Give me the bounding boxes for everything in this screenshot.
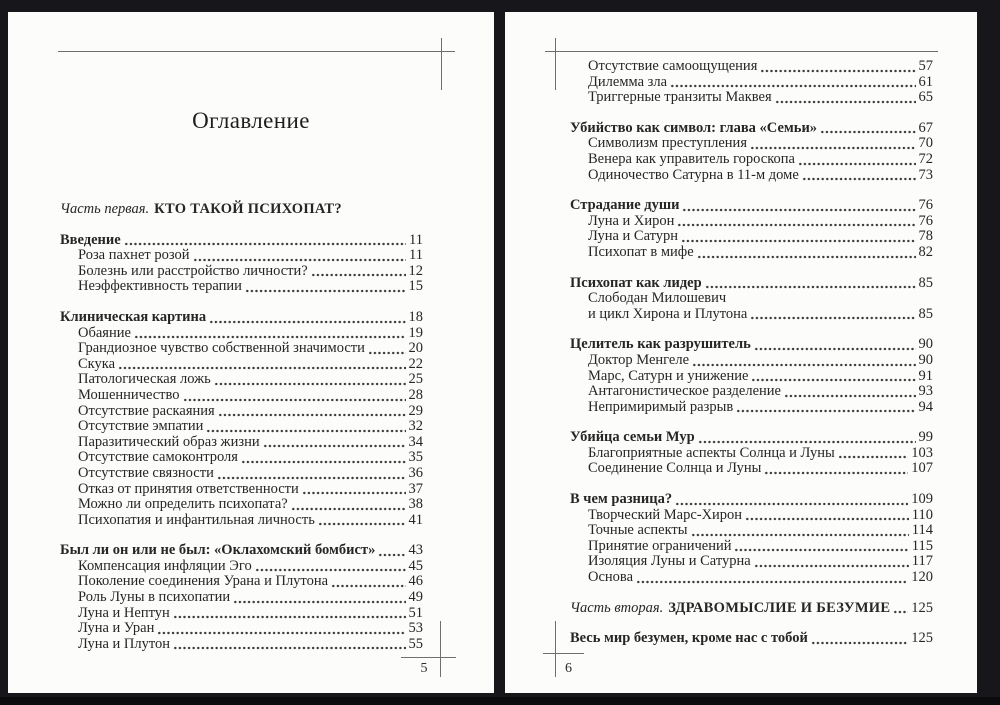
dot-leader (233, 600, 405, 604)
dot-leader (263, 444, 406, 448)
entry-page-number: 120 (911, 569, 933, 586)
toc-sub-entry (60, 404, 423, 420)
entry-title: Роза пахнет розой (78, 247, 190, 264)
trim-mark-top-horizontal (58, 51, 455, 52)
entry-title: Благоприятные аспекты Солнца и Луны (588, 444, 835, 461)
entry-page-number: 43 (408, 542, 423, 559)
entry-title: Страдание души (570, 197, 680, 214)
entry-title: Патологическая ложь (78, 371, 211, 388)
entry-title: Антагонистическое разделение (588, 383, 781, 400)
dot-leader (302, 491, 406, 495)
entry-page-number: 29 (408, 402, 423, 419)
toc-sub-entry (570, 446, 933, 462)
dot-leader (798, 162, 916, 166)
dot-leader (775, 100, 916, 104)
entry-title: Венера как управитель гороскопа (588, 150, 795, 167)
dot-leader (734, 548, 908, 552)
entry-page-number: 12 (408, 262, 423, 279)
entry-title: Неэффективность терапии (78, 278, 242, 295)
dot-leader (893, 610, 908, 614)
entry-title: Болезнь или расстройство личности? (78, 262, 308, 279)
dot-leader (754, 564, 909, 568)
toc-sub-entry (570, 307, 933, 323)
toc-sub-entry (60, 513, 423, 529)
toc-sub-entry (570, 384, 933, 400)
entry-page-number: 11 (409, 247, 423, 264)
toc-sub-entry (570, 554, 933, 570)
page-left (8, 12, 494, 693)
dot-leader (311, 273, 406, 277)
trim-mark-top-vertical (441, 38, 442, 90)
entry-page-number: 53 (408, 620, 423, 637)
dot-leader (820, 130, 915, 134)
trim-mark-top-horizontal (545, 51, 938, 52)
toc-sub-entry (570, 291, 933, 307)
toc-sub-entry (60, 450, 423, 466)
entry-page-number: 70 (918, 135, 933, 152)
entry-title: Обаяние (78, 324, 131, 341)
dot-leader (255, 568, 406, 572)
entry-title: Весь мир безумен, кроме нас с тобой (570, 630, 808, 647)
entry-title: Убийца семьи Мур (570, 429, 695, 446)
entry-title: Введение (60, 231, 121, 248)
entry-page-number: 85 (918, 274, 933, 291)
entry-page-number: 28 (408, 386, 423, 403)
entry-page-number: 15 (408, 278, 423, 295)
entry-page-number: 90 (918, 336, 933, 353)
dot-leader (331, 584, 405, 588)
entry-title: Соединение Солнца и Луны (588, 460, 762, 477)
entry-page-number: 36 (408, 464, 423, 481)
toc-sub-entry (570, 214, 933, 230)
toc-sub-entry (60, 264, 423, 280)
toc-sub-entry (60, 357, 423, 373)
entry-page-number: 34 (408, 433, 423, 450)
entry-page-number: 57 (918, 58, 933, 74)
entry-page-number: 37 (408, 480, 423, 497)
entry-title: Убийство как символ: глава «Семьи» (570, 119, 818, 136)
dot-leader (636, 580, 908, 584)
entry-title: Марс, Сатурн и унижение (588, 367, 749, 384)
entry-page-number: 114 (911, 522, 933, 539)
entry-page-number: 55 (408, 635, 423, 652)
toc-sub-entry (570, 523, 933, 539)
toc-section-entry (570, 276, 933, 292)
entry-title: В чем разница? (570, 491, 673, 508)
entry-title: Скука (78, 355, 116, 372)
dot-leader (736, 409, 915, 413)
entry-title: Непримиримый разрыв (588, 398, 734, 415)
entry-page-number: 20 (408, 340, 423, 357)
entry-title: Клиническая картина (60, 308, 207, 325)
part-heading (570, 601, 933, 617)
entry-title: Грандиозное чувство собственной значимости (78, 340, 365, 357)
dot-leader (681, 239, 915, 243)
part-heading (60, 202, 423, 218)
toc-sub-entry (60, 590, 423, 606)
entry-title: Основа (588, 569, 634, 586)
dot-leader (784, 394, 916, 398)
entry-title: Отсутствие самоконтроля (78, 449, 238, 466)
entry-page-number: 61 (918, 73, 933, 90)
dot-leader (291, 507, 406, 511)
entry-title: Можно ли определить психопата? (78, 496, 288, 513)
toc-section-entry (570, 492, 933, 508)
entry-page-number: 51 (408, 604, 423, 621)
toc-sub-entry (570, 508, 933, 524)
entry-title: Луна и Хирон (588, 212, 675, 229)
part-prefix: Часть первая. (60, 201, 150, 217)
toc-sub-entry (60, 248, 423, 264)
dot-leader (750, 146, 916, 150)
entry-title: Компенсация инфляции Эго (78, 557, 252, 574)
toc-sub-entry (60, 388, 423, 404)
toc-sub-entry (570, 75, 933, 91)
toc-sub-entry (570, 539, 933, 555)
entry-page-number: 32 (408, 418, 423, 435)
dot-leader (692, 363, 915, 367)
dot-leader (751, 378, 915, 382)
entry-page-number: 110 (911, 506, 933, 523)
entry-page-number: 11 (409, 231, 423, 248)
toc-sub-entry (570, 369, 933, 385)
entry-page-number: 72 (918, 150, 933, 167)
dot-leader (214, 382, 406, 386)
toc-sub-entry (60, 326, 423, 342)
entry-title: и цикл Хирона и Плутона (588, 305, 748, 322)
entry-page-number: 93 (918, 383, 933, 400)
toc-sub-entry (60, 574, 423, 590)
toc-section-entry (60, 310, 423, 326)
entry-page-number: 90 (918, 351, 933, 368)
entry-title: КТО ТАКОЙ ПСИХОПАТ? (154, 201, 342, 217)
dot-leader (750, 316, 915, 320)
trim-mark-top-vertical (555, 38, 556, 90)
entry-page-number: 78 (918, 228, 933, 245)
dot-leader (811, 641, 908, 645)
dot-leader (705, 285, 916, 289)
entry-title: Психопат как лидер (570, 274, 702, 291)
entry-page-number: 109 (911, 491, 933, 508)
toc-sub-entry (60, 482, 423, 498)
toc-sub-entry (60, 435, 423, 451)
entry-title: Слободан Милошевич (588, 290, 727, 307)
entry-title: Изоляция Луны и Сатурна (588, 553, 751, 570)
entry-page-number: 99 (918, 429, 933, 446)
dot-leader (124, 242, 406, 246)
entry-page-number: 103 (911, 444, 933, 461)
dot-leader (754, 347, 916, 351)
dot-leader (368, 351, 406, 355)
entry-title: Символизм преступления (588, 135, 747, 152)
toc-section-entry (60, 543, 423, 559)
page-right (505, 12, 977, 693)
dot-leader (675, 502, 908, 506)
entry-title: Отсутствие связности (78, 464, 214, 481)
toc-section-entry (60, 233, 423, 249)
toc-list-right (570, 59, 933, 647)
page-number-left: 5 (420, 661, 428, 676)
entry-page-number: 76 (918, 212, 933, 229)
entry-page-number: 117 (911, 553, 933, 570)
dot-leader (682, 208, 915, 212)
dot-leader (206, 429, 405, 433)
entry-page-number: 46 (408, 573, 423, 590)
dot-leader (209, 320, 405, 324)
dot-leader (118, 366, 405, 370)
toc-section-entry (570, 631, 933, 647)
toc-sub-entry (570, 400, 933, 416)
entry-page-number: 38 (408, 496, 423, 513)
toc-sub-entry (60, 419, 423, 435)
dot-leader (698, 440, 916, 444)
dot-leader (173, 646, 405, 650)
dot-leader (241, 460, 406, 464)
toc-title: Оглавление (192, 108, 310, 133)
entry-title: Психопатия и инфантильная личность (78, 511, 315, 528)
entry-page-number: 49 (408, 589, 423, 606)
toc-sub-entry (60, 372, 423, 388)
dot-leader (134, 335, 406, 339)
entry-page-number: 67 (918, 119, 933, 136)
dot-leader (760, 69, 915, 73)
entry-page-number: 19 (408, 324, 423, 341)
entry-title: Поколение соединения Урана и Плутона (78, 573, 329, 590)
dot-leader (183, 398, 406, 402)
entry-title: Доктор Менгеле (588, 351, 690, 368)
dot-leader (745, 517, 909, 521)
entry-title: Луна и Сатурн (588, 228, 679, 245)
entry-page-number: 76 (918, 197, 933, 214)
entry-page-number: 65 (918, 89, 933, 106)
dot-leader (691, 533, 909, 537)
page-number-right: 6 (565, 661, 572, 676)
entry-title: Луна и Плутон (78, 635, 171, 652)
entry-page-number: 41 (408, 511, 423, 528)
toc-list-left (60, 202, 423, 652)
entry-title: Луна и Уран (78, 620, 155, 637)
dot-leader (193, 258, 407, 262)
entry-title: Отсутствие самоощущения (588, 58, 758, 74)
toc-sub-entry (60, 497, 423, 513)
toc-sub-entry (570, 570, 933, 586)
entry-page-number: 115 (911, 537, 933, 554)
toc-sub-entry (570, 229, 933, 245)
entry-title: Принятие ограничений (588, 537, 732, 554)
toc-sub-entry (60, 341, 423, 357)
entry-title: Одиночество Сатурна в 11-м доме (588, 166, 799, 183)
dot-leader (802, 177, 916, 181)
toc-sub-entry (570, 353, 933, 369)
toc-sub-entry (570, 168, 933, 184)
toc-sub-entry (60, 606, 423, 622)
toc-sub-entry (570, 90, 933, 106)
toc-section-entry (570, 121, 933, 137)
trim-mark-bottom-vertical (555, 621, 556, 677)
toc-sub-entry (60, 279, 423, 295)
entry-page-number: 25 (408, 371, 423, 388)
toc-section-entry (570, 337, 933, 353)
dot-leader (173, 615, 406, 619)
toc-sub-entry (570, 245, 933, 261)
entry-title: Мошенничество (78, 386, 180, 403)
entry-page-number: 18 (408, 308, 423, 325)
dot-leader (764, 471, 908, 475)
dot-leader (245, 289, 406, 293)
part-prefix: Часть вторая. (570, 599, 664, 616)
toc-sub-entry (570, 59, 933, 75)
entry-title: Паразитический образ жизни (78, 433, 260, 450)
entry-page-number: 94 (918, 398, 933, 415)
entry-page-number: 107 (911, 460, 933, 477)
entry-page-number: 82 (918, 243, 933, 260)
entry-page-number: 35 (408, 449, 423, 466)
toc-sub-entry (60, 637, 423, 653)
entry-title: Был ли он или не был: «Оклахомский бомбист» (60, 542, 376, 559)
trim-mark-bottom-horizontal (543, 653, 584, 654)
dot-leader (677, 223, 915, 227)
entry-title: Дилемма зла (588, 73, 668, 90)
dot-leader (378, 553, 405, 557)
dot-leader (318, 522, 406, 526)
trim-mark-bottom-horizontal (401, 657, 456, 658)
dot-leader (217, 476, 406, 480)
dot-leader (697, 255, 916, 259)
entry-title: Отсутствие эмпатии (78, 418, 204, 435)
entry-title: Роль Луны в психопатии (78, 589, 231, 606)
dot-leader (670, 84, 915, 88)
toc-section-entry (570, 198, 933, 214)
entry-page-number: 125 (911, 599, 933, 616)
entry-title: Точные аспекты (588, 522, 688, 539)
entry-title: ЗДРАВОМЫСЛИЕ И БЕЗУМИЕ (668, 599, 891, 616)
toc-sub-entry (570, 136, 933, 152)
dot-leader (157, 631, 405, 635)
toc-sub-entry (60, 621, 423, 637)
entry-page-number: 125 (911, 630, 933, 647)
toc-sub-entry (570, 461, 933, 477)
toc-section-entry (570, 430, 933, 446)
entry-title: Отсутствие раскаяния (78, 402, 215, 419)
entry-page-number: 85 (918, 305, 933, 322)
entry-page-number: 22 (408, 355, 423, 372)
entry-title: Психопат в мифе (588, 243, 694, 260)
entry-title: Луна и Нептун (78, 604, 170, 621)
entry-title: Триггерные транзиты Маквея (588, 89, 772, 106)
toc-sub-entry (60, 466, 423, 482)
dot-leader (838, 455, 908, 459)
entry-page-number: 91 (918, 367, 933, 384)
entry-page-number: 73 (918, 166, 933, 183)
entry-title: Творческий Марс-Хирон (588, 506, 743, 523)
entry-title: Целитель как разрушитель (570, 336, 751, 353)
entry-page-number: 45 (408, 557, 423, 574)
toc-sub-entry (570, 152, 933, 168)
dot-leader (218, 413, 406, 417)
entry-title: Отказ от принятия ответственности (78, 480, 299, 497)
toc-sub-entry (60, 559, 423, 575)
trim-mark-bottom-vertical (440, 621, 441, 677)
